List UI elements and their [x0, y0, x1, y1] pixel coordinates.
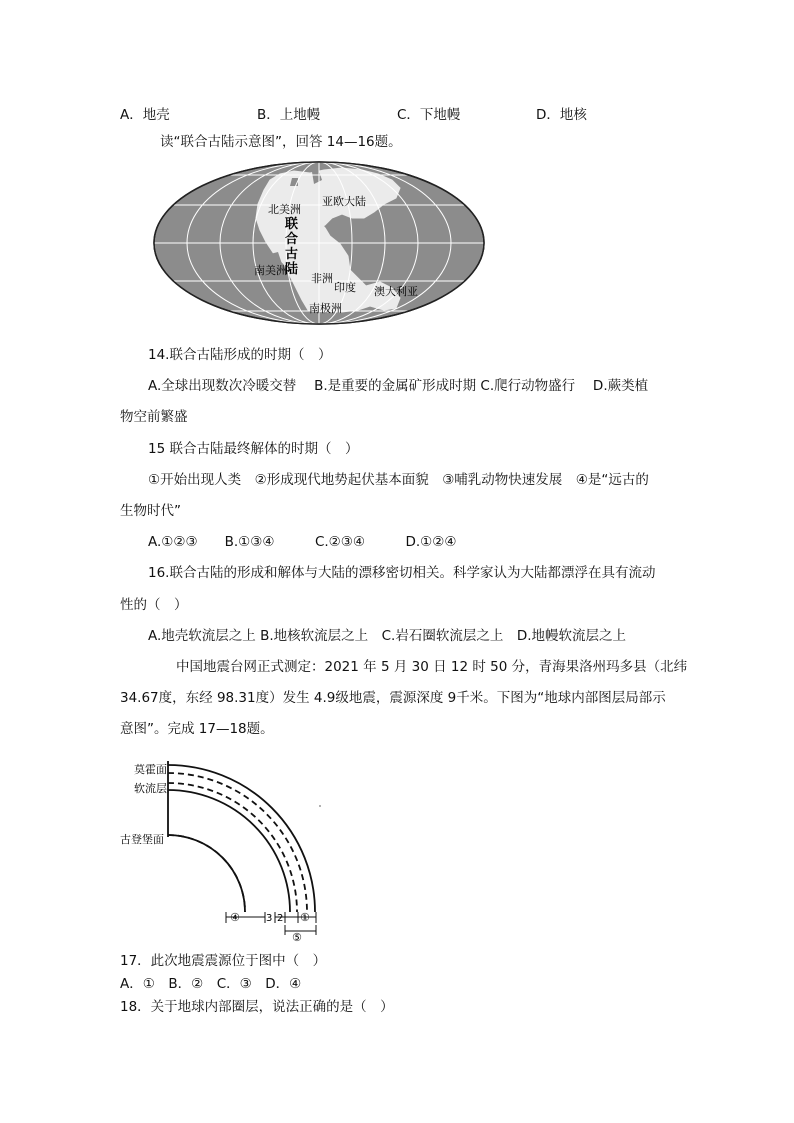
marker-2: 2	[277, 913, 284, 924]
label-asthenosphere: 软流层	[134, 782, 167, 795]
marker-1: ①	[300, 911, 310, 924]
marker-3: 3	[266, 913, 273, 924]
intro-earthquake-line2: 34.67度，东经 98.31度）发生 4.9级地震，震源深度 9千米。下图为“地球内部图层局部示	[120, 690, 666, 706]
intro-earthquake-line3: 意图”。完成 17—18题。	[120, 721, 274, 737]
q15-items-line2: 生物时代”	[120, 503, 181, 519]
pangaea-map	[152, 160, 486, 326]
marker-5: ⑤	[292, 931, 302, 944]
q17-stem: 17．此次地震震源位于图中（ ）	[120, 953, 327, 969]
label-africa: 非洲	[311, 272, 333, 285]
intro-earthquake-line1: 中国地震台网正式测定：2021 年 5 月 30 日 12 时 50 分，青海果洛州玛多县（北纬	[176, 659, 688, 675]
svg-text:合: 合	[285, 232, 299, 247]
q15-stem: 15 联合古陆最终解体的时期（ ）	[148, 441, 359, 457]
earth-layers-diagram	[120, 755, 330, 945]
q16-stem-line1: 16.联合古陆的形成和解体与大陆的漂移密切相关。科学家认为大陆都漂浮在具有流动	[148, 565, 656, 581]
label-india: 印度	[334, 281, 356, 294]
q14-options-line2: 物空前繁盛	[120, 409, 188, 425]
option-b: B．上地幔	[257, 107, 321, 123]
marker-4: ④	[230, 911, 240, 924]
label-south-america: 南美洲	[254, 264, 287, 277]
svg-text:古: 古	[285, 247, 299, 262]
q15-items-line1: ①开始出现人类 ②形成现代地势起伏基本面貌 ③哺乳动物快速发展 ④是“远古的	[148, 472, 649, 488]
intro-pangaea: 读“联合古陆示意图”，回答 14—16题。	[160, 134, 402, 150]
q16-stem-line2: 性的（ ）	[120, 597, 188, 613]
option-a: A．地壳	[120, 107, 170, 123]
option-d: D．地核	[536, 107, 587, 123]
label-eurasia: 亚欧大陆	[322, 195, 366, 208]
q16-options: A.地壳软流层之上 B.地核软流层之上 C.岩石圈软流层之上 D.地幔软流层之上	[148, 628, 627, 644]
label-gutenberg: 古登堡面	[120, 833, 164, 846]
label-antarctica: 南极洲	[309, 302, 342, 315]
label-australia: 澳大利亚	[374, 285, 418, 298]
svg-text:陆: 陆	[285, 262, 299, 277]
label-moho: 莫霍面	[134, 763, 167, 776]
q18-stem: 18．关于地球内部圈层，说法正确的是（ ）	[120, 999, 394, 1015]
q14-options-line1: A.全球出现数次冷暖交替 B.是重要的金属矿形成时期 C.爬行动物盛行 D.蕨类植	[148, 378, 649, 394]
q15-options: A.①②③ B.①③④ C.②③④ D.①②④	[148, 534, 457, 550]
q17-options: A．① B．② C．③ D．④	[120, 976, 302, 992]
svg-text:联: 联	[285, 217, 299, 232]
q14-stem: 14.联合古陆形成的时期（ ）	[148, 347, 332, 363]
label-north-america: 北美洲	[268, 203, 301, 216]
option-c: C．下地幔	[397, 107, 461, 123]
